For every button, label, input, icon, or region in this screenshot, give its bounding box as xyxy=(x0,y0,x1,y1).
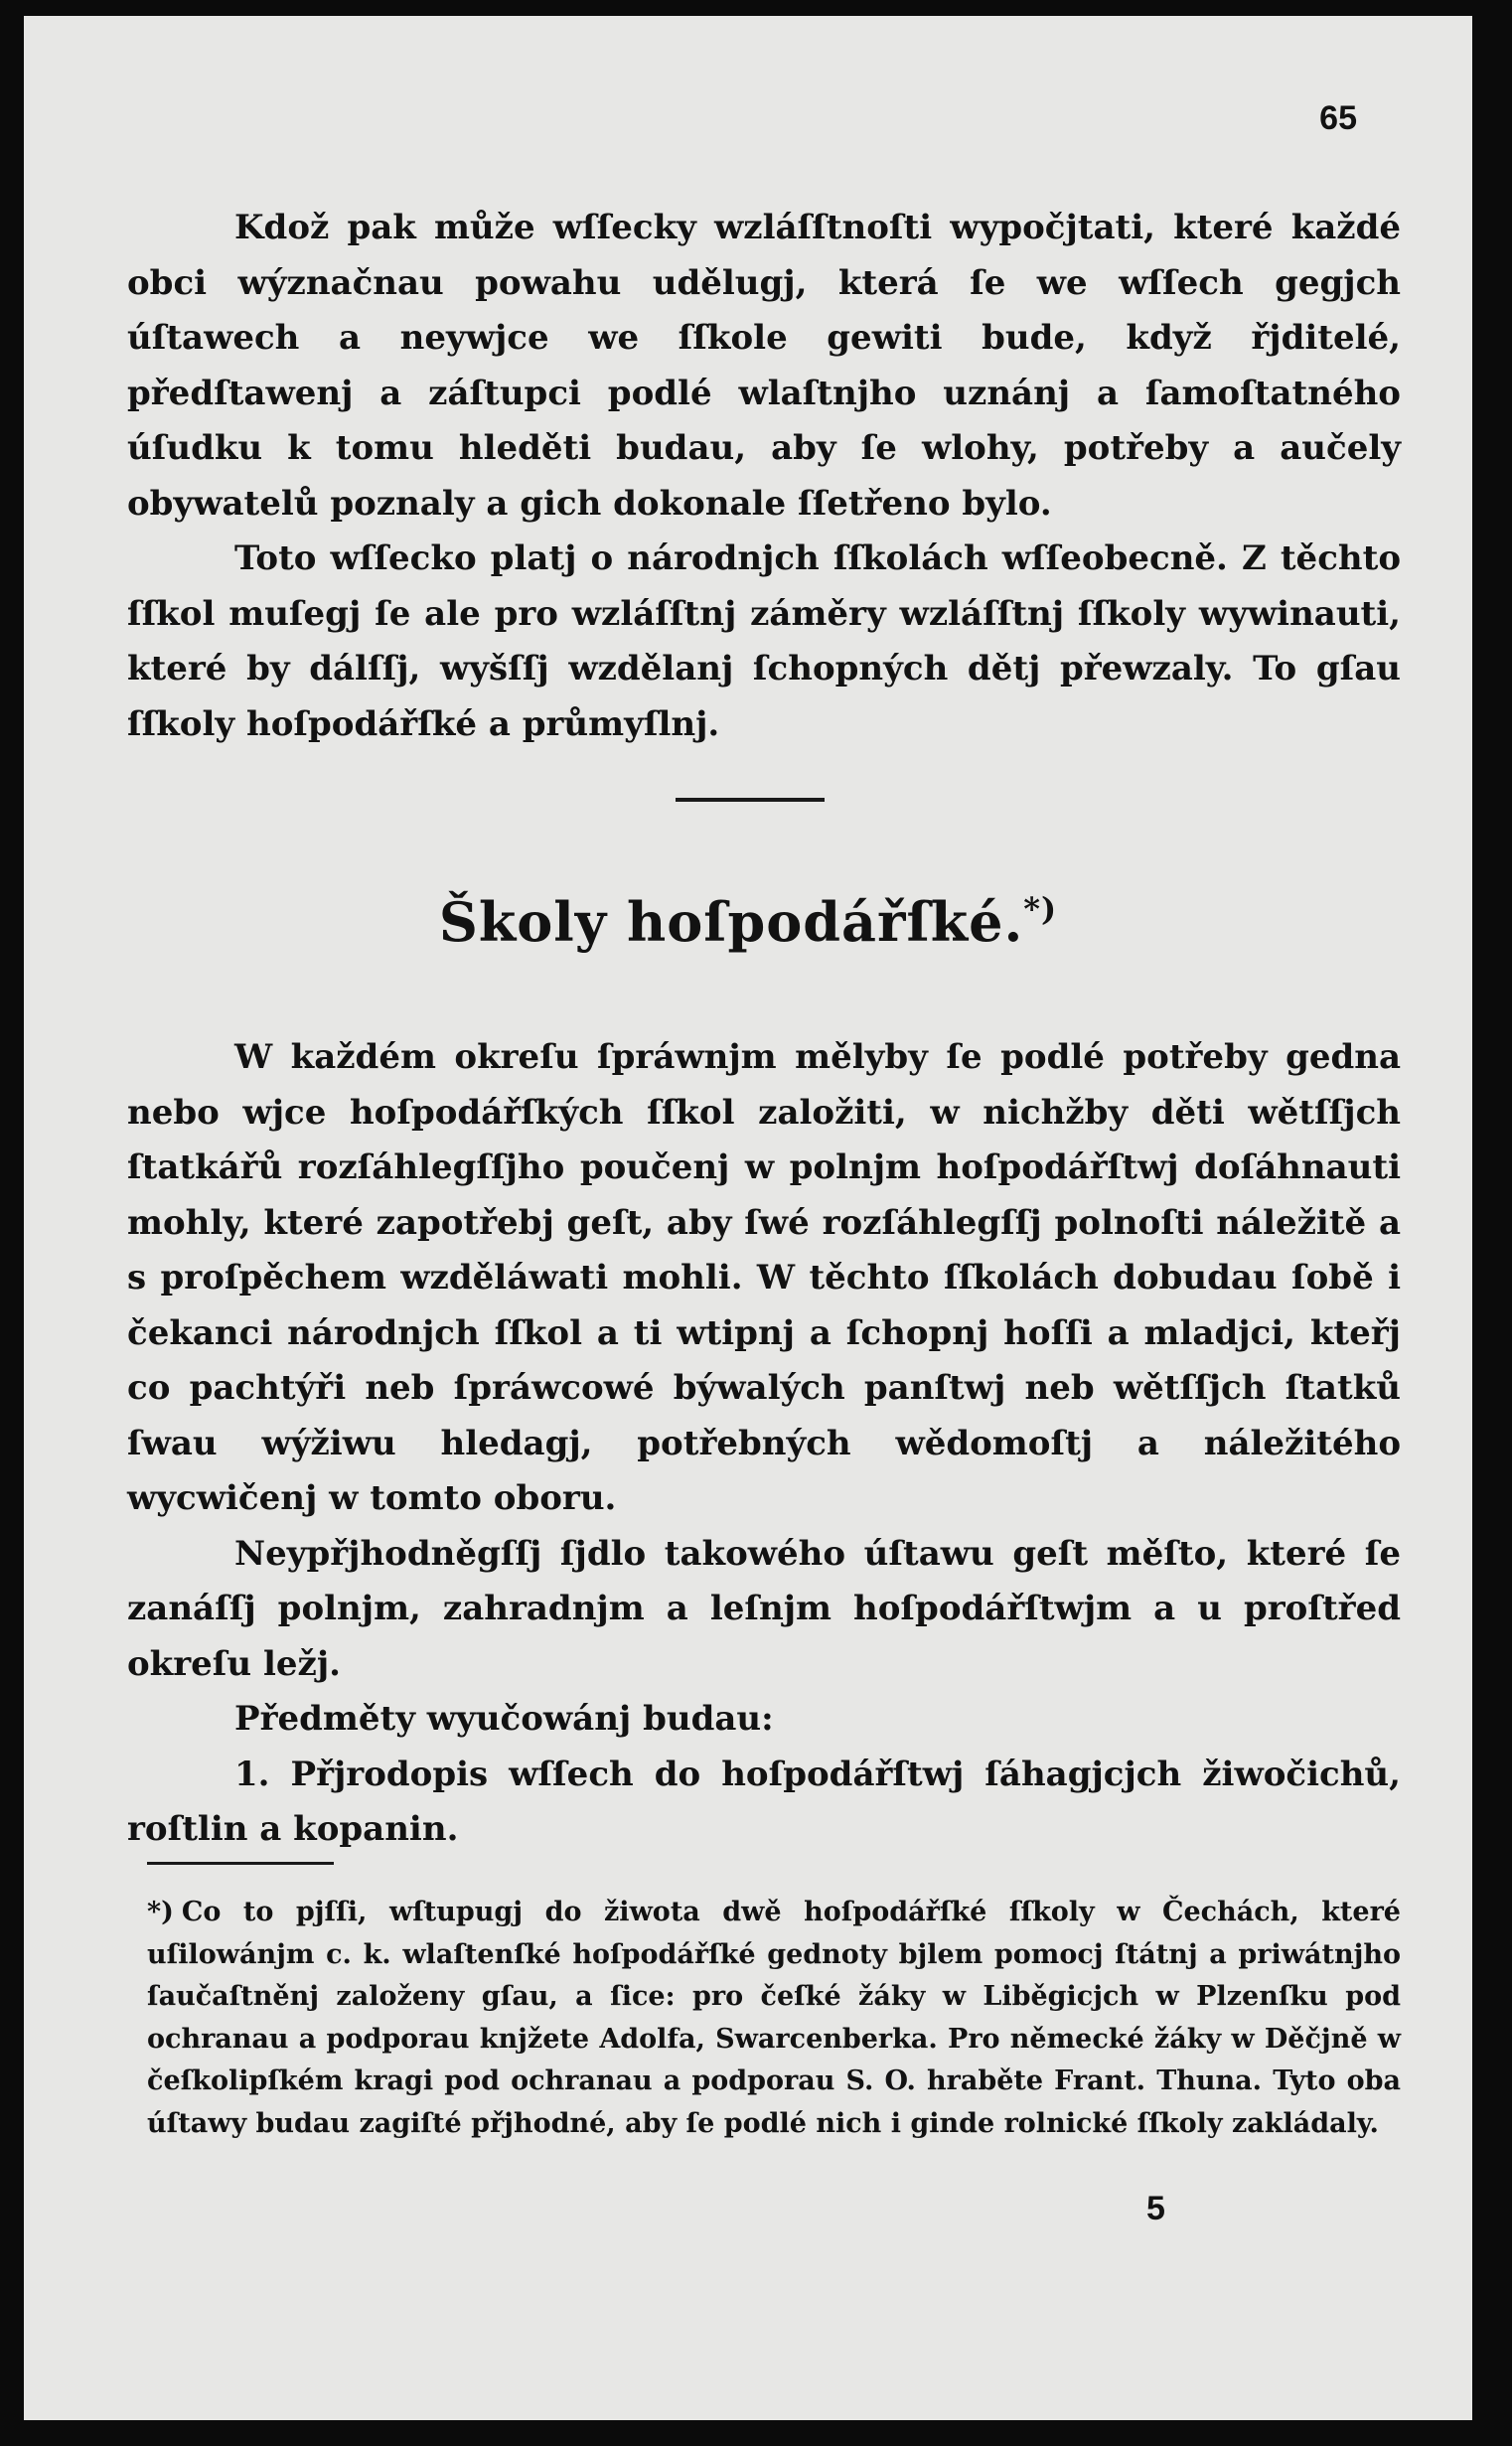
footnote-text: Co to pjſſi, wſtupugj do žiwota dwě hoſpodářſké ſſkoly w Čechách, které uſilowánjm c. k. wlaſtenſké hoſpodářſké gednoty bjlem pomocj ſtátnj a priwátnjho ſaučaſtněnj založeny gſau, a ſice: pro čeſké žáky w Liběgicjch w Plzenſku pod ochranau a podporau knjžete Adolfa, Swarcenberka. Pro německé žáky w Děčjně w čeſkolipſkém kragi pod ochranau a podporau S. O. hraběte Frant. Thuna. Tyto oba úſtawy budau zagiſté přjhodné, aby ſe podlé nich i ginde rolnické ſſkoly zakládaly. xyxy=(147,1897,1401,2139)
signature-mark: 5 xyxy=(1146,2190,1165,2227)
footnote-mark: *) xyxy=(147,1897,174,1927)
section-heading xyxy=(24,890,1472,954)
section-divider xyxy=(676,798,825,802)
section-heading-title: Školy hoſpodářſké. xyxy=(438,890,1024,954)
section-paragraph-1: W každém okreſu ſpráwnjm mělyby ſe podlé potřeby gedna nebo wjce hoſpodářſkých ſſkol založiti, w nichžby děti wětſſjch ſtatkářů rozſáhlegſſjho poučenj w polnjm hoſpodářſtwj doſáhnauti mohly, které zapotřebj geſt, aby ſwé rozſáhlegſſj polnoſti náležitě a s proſpěchem wzděláwati mohli. W těchto ſſkolách dobudau ſobě i čekanci národnjch ſſkol a ti wtipnj a ſchopnj hoſſi a mladjci, kteřj co pachtýři neb ſpráwcowé býwalých panſtwj neb wětſſjch ſtatků ſwau wýžiwu hledagj, potřebných wědomoſtj a náležitého wycwičenj w tomto oboru. xyxy=(127,1037,1401,1518)
footnote xyxy=(147,1892,1401,2145)
section-paragraph-3: Předměty wyučowánj budau: xyxy=(234,1699,774,1739)
section-paragraph-2: Neypřjhodněgſſj ſjdlo takowého úſtawu geſt měſto, které ſe zanáſſj polnjm, zahradnjm a leſnjm hoſpodářſtwjm a u proſtřed okreſu ležj. xyxy=(127,1533,1401,1684)
section-heading-footnote-mark: *) xyxy=(1023,890,1058,928)
footnote-divider xyxy=(147,1862,334,1865)
book-page xyxy=(24,16,1472,2420)
page-number: 65 xyxy=(1319,99,1357,137)
intro-text xyxy=(127,201,1401,752)
section-text xyxy=(127,1030,1401,1858)
intro-paragraph-1: Kdož pak může wſſecky wzláſſtnoſti wypočjtati, které každé obci wýznačnau powahu udělugj, která ſe we wſſech gegjch úſtawech a neywjce we ſſkole gewiti bude, když řjditelé, předſtawenj a záſtupci podlé wlaſtnjho uznánj a ſamoſtatného úſudku k tomu hleděti budau, aby ſe wlohy, potřeby a aučely obywatelů poznaly a gich dokonale ſſetřeno bylo. xyxy=(127,208,1401,524)
section-paragraph-4: 1. Přjrodopis wſſech do hoſpodářſtwj ſáhagjcjch žiwočichů, roſtlin a kopanin. xyxy=(127,1754,1401,1849)
intro-paragraph-2: Toto wſſecko platj o národnjch ſſkolách wſſeobecně. Z těchto ſſkol muſegj ſe ale pro wzláſſtnj záměry wzláſſtnj ſſkoly wywinauti, které by dálſſj, wyšſſj wzdělanj ſchopných dětj přewzaly. To gſau ſſkoly hoſpodářſké a průmyſlnj. xyxy=(127,538,1401,744)
